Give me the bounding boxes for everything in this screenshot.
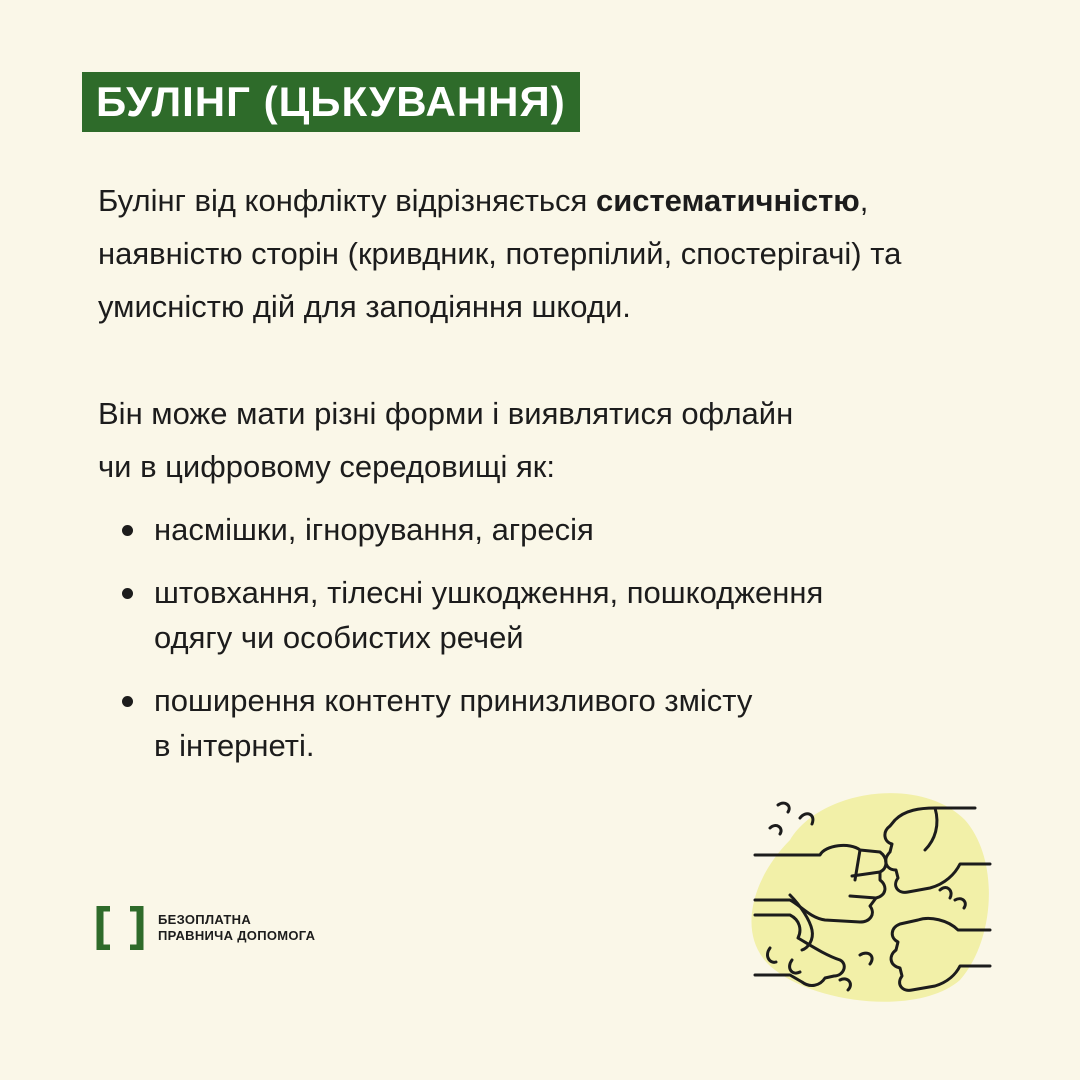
list-item-line-2: одягу чи особистих речей [154,620,524,655]
logo-text-line-1: БЕЗОПЛАТНА [158,912,252,927]
logo-text-line-2: ПРАВНИЧА ДОПОМОГА [158,928,316,943]
list-item-line-1: штовхання, тілесні ушкодження, пошкодження [154,575,824,610]
forms-paragraph [98,387,998,493]
impact-mark-icon [778,803,789,812]
list-item [98,570,998,660]
bullet-dot-icon [122,696,133,707]
intro-text-start: Булінг від конфлікту відрізняється [98,183,596,218]
list-item-line-2: в інтернеті. [154,728,315,763]
impact-mark-icon [770,826,781,834]
forms-line-1: Він може мати різні форми і виявлятися офлайн [98,396,794,431]
forms-line-2: чи в цифровому середовищі як: [98,449,555,484]
brackets-logo-icon [96,906,144,950]
bullet-dot-icon [122,588,133,599]
free-legal-aid-logo [96,906,315,950]
intro-text-end: , наявністю сторін (кривдник, потерпілий, спостерігачі) та умисністю дій для заподіяння шкоди. [98,183,902,324]
fists-bumping-illustration [730,780,1010,1010]
forms-list [98,507,998,786]
list-item-line-1: поширення контенту принизливого змісту [154,683,753,718]
logo-text [158,912,315,944]
intro-text-bold: систематичністю [595,183,860,218]
page-title: БУЛІНГ (ЦЬКУВАННЯ) [82,72,580,132]
list-item [98,678,998,768]
bullet-dot-icon [122,525,133,536]
intro-paragraph [98,174,998,333]
list-item [98,507,998,552]
list-item-line-1: насмішки, ігнорування, агресія [154,512,594,547]
